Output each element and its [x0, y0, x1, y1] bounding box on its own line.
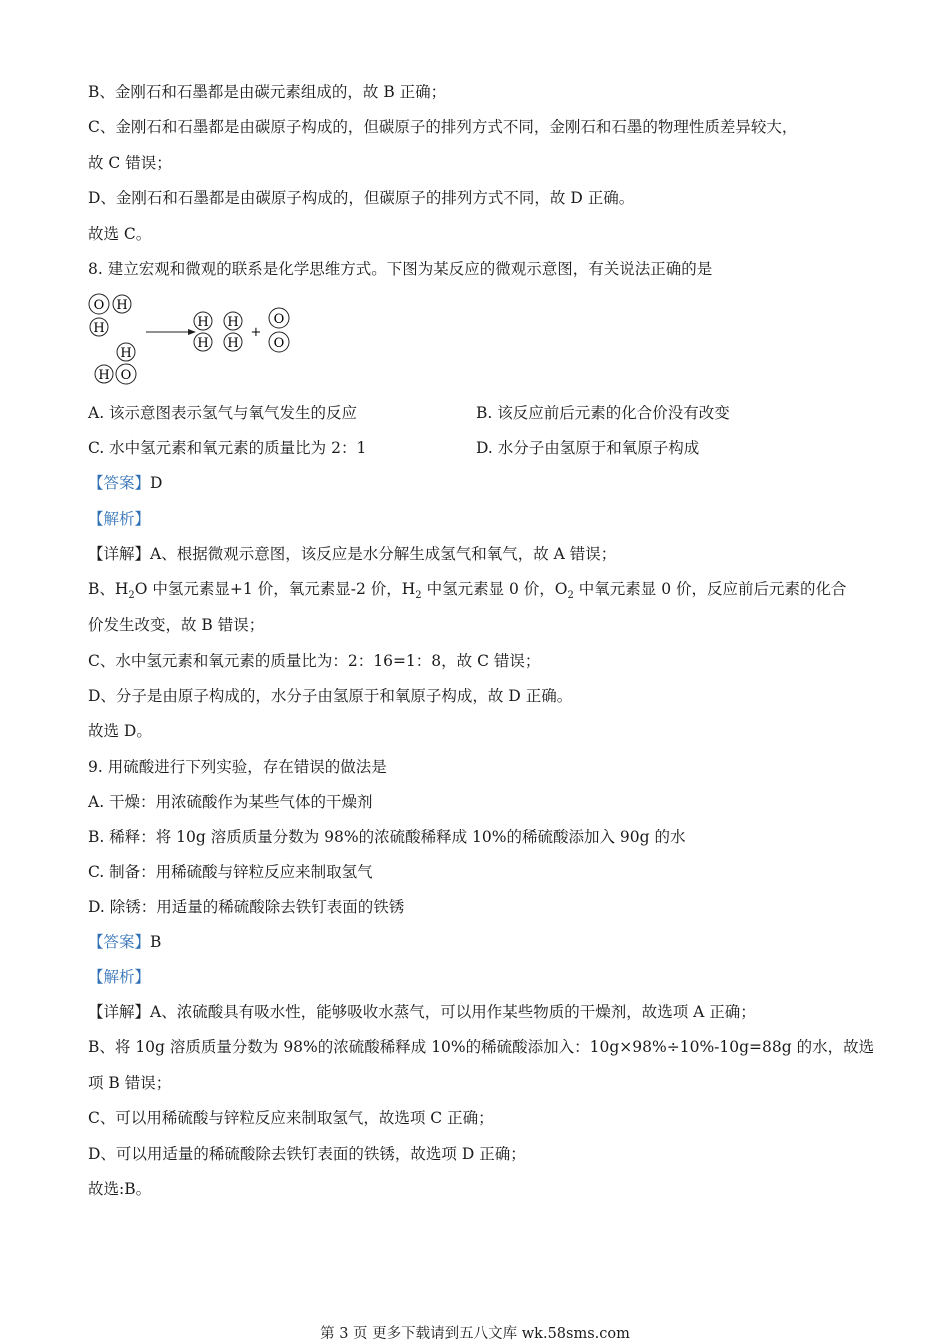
atom-label: H	[98, 368, 110, 383]
text-line: 故 C 错误；	[88, 154, 172, 172]
question-8-stem: 8. 建立宏观和微观的联系是化学思维方式。下图为某反应的微观示意图，有关说法正确的是	[88, 260, 713, 278]
analysis-tag: 【解析】	[88, 510, 151, 528]
text-line: B、金刚石和石墨都是由碳元素组成的，故 B 正确；	[88, 83, 447, 101]
hydrogen-molecule	[224, 312, 242, 351]
detail-line: 项 B 错误；	[88, 1074, 172, 1092]
detail-line	[88, 579, 847, 602]
answer-tag: 【答案】	[88, 933, 151, 951]
atom-label: O	[93, 298, 105, 313]
answer-value: D	[150, 474, 163, 492]
atom-label: H	[120, 346, 132, 361]
plus-sign: +	[250, 325, 262, 340]
detail-line	[88, 1002, 756, 1022]
option-d: D. 除锈：用适量的稀硫酸除去铁钉表面的铁锈	[88, 898, 405, 916]
answer-value: B	[150, 933, 162, 951]
atom-label: H	[197, 315, 209, 330]
detail-line: C、水中氢元素和氧元素的质量比为：2：16=1：8，故 C 错误；	[88, 652, 541, 670]
subscript: 2	[567, 590, 574, 602]
question-9-stem: 9. 用硫酸进行下列实验，存在错误的做法是	[88, 758, 387, 776]
detail-text: O 中氢元素显+1 价，氧元素显-2 价，H	[134, 580, 416, 598]
detail-line: B、将 10g 溶质质量分数为 98%的浓硫酸稀释成 10%的稀硫酸添加入：10g×98%÷10%-10g=88g 的水，故选	[88, 1038, 875, 1056]
detail-line: 价发生改变，故 B 错误；	[88, 616, 265, 634]
detail-line	[88, 544, 616, 564]
conclusion-line: 故选 D。	[88, 722, 152, 740]
detail-line: C、可以用稀硫酸与锌粒反应来制取氢气，故选项 C 正确；	[88, 1109, 494, 1127]
option-d: D. 水分子由氢原于和氧原子构成	[476, 439, 700, 457]
detail-line: D、可以用适量的稀硫酸除去铁钉表面的铁锈，故选项 D 正确；	[88, 1145, 526, 1163]
detail-tag: 【详解】	[88, 1003, 151, 1021]
water-molecule	[95, 343, 136, 384]
text-line: D、金刚石和石墨都是由碳原子构成的，但碳原子的排列方式不同，故 D 正确。	[88, 189, 635, 207]
atom-label: O	[120, 368, 132, 383]
detail-text: 中氢元素显 0 价，O	[421, 580, 568, 598]
option-b: B. 该反应前后元素的化合价没有改变	[476, 404, 730, 422]
option-b: B. 稀释：将 10g 溶质质量分数为 98%的浓硫酸稀释成 10%的稀硫酸添加入 90g 的水	[88, 828, 686, 846]
water-molecule	[89, 294, 131, 336]
atom-label: H	[227, 336, 239, 351]
oxygen-molecule	[269, 308, 289, 352]
subscript: 2	[415, 590, 422, 602]
detail-text: A、根据微观示意图，该反应是水分解生成氢气和氧气，故 A 错误；	[150, 545, 617, 563]
answer-tag: 【答案】	[88, 474, 151, 492]
option-a: A. 干燥：用浓硫酸作为某些气体的干燥剂	[88, 793, 373, 811]
atom-label: H	[197, 336, 209, 351]
detail-text: B、H	[88, 580, 129, 598]
atom-label: O	[273, 312, 285, 327]
atom-label: H	[227, 315, 239, 330]
reaction-micro-diagram	[86, 290, 316, 390]
option-c: C. 制备：用稀硫酸与锌粒反应来制取氢气	[88, 863, 373, 881]
atom-label: H	[93, 321, 105, 336]
analysis-tag: 【解析】	[88, 968, 151, 986]
answer-line	[88, 473, 162, 493]
text-line: 故选 C。	[88, 225, 152, 243]
detail-tag: 【详解】	[88, 545, 151, 563]
answer-line	[88, 932, 161, 952]
page-footer: 第 3 页 更多下载请到五八文库 wk.58sms.com	[320, 1326, 630, 1342]
atom-label: H	[116, 298, 128, 313]
detail-text: A、浓硫酸具有吸水性，能够吸收水蒸气，可以用作某些物质的干燥剂，故选项 A 正确；	[150, 1003, 756, 1021]
text-line: C、金刚石和石墨都是由碳原子构成的，但碳原子的排列方式不同，金刚石和石墨的物理性质差异较大，	[88, 118, 798, 136]
option-a: A. 该示意图表示氢气与氧气发生的反应	[88, 404, 358, 422]
option-c: C. 水中氢元素和氧元素的质量比为 2：1	[88, 439, 367, 457]
atom-label: O	[273, 336, 285, 351]
reaction-arrow	[146, 329, 196, 335]
subscript: 2	[128, 590, 135, 602]
conclusion-line: 故选:B。	[88, 1180, 152, 1198]
detail-line: D、分子是由原子构成的，水分子由氢原于和氧原子构成，故 D 正确。	[88, 687, 573, 705]
detail-text: 中氧元素显 0 价，反应前后元素的化合	[573, 580, 847, 598]
hydrogen-molecule	[194, 312, 212, 351]
